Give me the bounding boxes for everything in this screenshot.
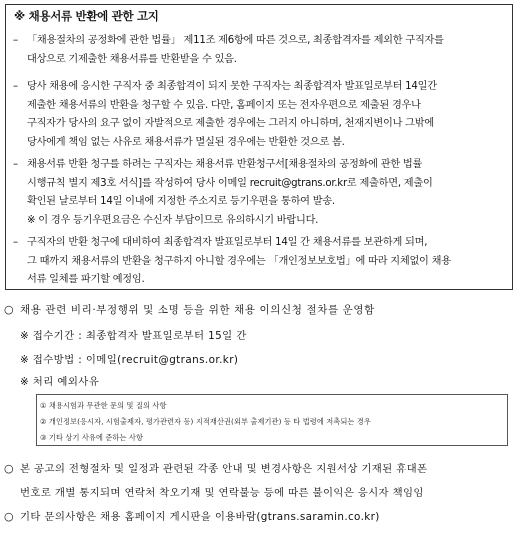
contact-notice	[20, 457, 520, 505]
notice-line: 당사에게 책임 없는 사유로 채용서류가 멸실된 경우에는 반환한 것으로 봄.	[27, 136, 345, 148]
notice-line: 그 때까지 채용서류의 반환을 청구하지 아니할 경우에는 「개인정보보호법」에 따라 지체없이 채용	[27, 255, 451, 267]
circle-bullet: ○	[4, 462, 14, 475]
notice-line: 대상으로 기제출한 채용서류를 반환받을 수 있음.	[27, 53, 237, 65]
notice-line: 채용서류 반환 청구를 하려는 구직자는 채용서류 반환청구서[채용절차의 공정화에 관한 법률	[27, 159, 423, 170]
inquiry-notice: 기타 문의사항은 채용 홈페이지 게시판을 이용바람(gtrans.saramin.co.kr)	[20, 511, 380, 523]
notice-item-1	[13, 32, 507, 69]
notice-line: 서류 일체를 파기할 예정임.	[27, 274, 145, 286]
objection-heading: 채용 관련 비리·부정행위 및 소명 등을 위한 채용 이의신청 절차를 운영함	[20, 304, 375, 316]
notice-line: 제출한 채용서류의 반환을 청구할 수 있음. 다만, 홈페이지 또는 전자우편으로 제출된 경우나	[27, 99, 421, 111]
exception-item: ③ 기타 상기 사유에 준하는 사항	[40, 433, 143, 442]
notice-line: 「채용절차의 공정화에 관한 법률」 제11조 제6항에 따른 것으로, 최종합격자를 제외한 구직자를	[27, 35, 444, 46]
exceptions-box	[36, 394, 508, 446]
notice-title: ※ 채용서류 반환에 관한 고지	[14, 9, 159, 23]
contact-line: 본 공고의 전형절차 및 일정과 관련된 각종 안내 및 변경사항은 지원서상 기재된 휴대폰	[20, 463, 428, 475]
dash-bullet: –	[13, 237, 18, 248]
circle-bullet: ○	[4, 303, 14, 316]
exception-item: ② 개인정보(응시자, 시험출제자, 평가관련자 등) 지적재산권(외부 출제기관) 등 타 법령에 저촉되는 경우	[40, 417, 371, 426]
objection-period: ※ 접수기간 : 최종합격자 발표일로부터 15일 간	[20, 330, 247, 342]
objection-exceptions-label: ※ 처리 예외사유	[20, 376, 100, 388]
notice-line: 구직자가 당사의 요구 없이 자발적으로 제출한 경우에는 그러지 아니하며, 천재지변이나 그밖에	[27, 118, 434, 130]
circle-bullet: ○	[4, 510, 14, 523]
notice-item-2	[13, 78, 507, 152]
notice-line: 당사 채용에 응시한 구직자 중 최종합격이 되지 못한 구직자는 최종합격자 발표일로부터 14일간	[27, 81, 437, 92]
notice-item-3	[13, 156, 507, 230]
objection-method: ※ 접수방법 : 이메일(recruit@gtrans.or.kr)	[20, 354, 239, 366]
dash-bullet: –	[13, 35, 18, 46]
contact-line: 번호로 개별 통지되며 연락처 착오기재 및 연락불능 등에 따른 불이익은 응시자 책임임	[20, 487, 424, 499]
dash-bullet: –	[13, 159, 18, 170]
notice-item-4	[13, 234, 507, 290]
notice-postage-note: ※ 이 경우 등기우편요금은 수신자 부담이므로 유의하시기 바랍니다.	[27, 214, 319, 226]
notice-line: 확인된 날로부터 14일 이내에 지정한 주소지로 등기우편을 통하여 발송.	[27, 196, 335, 208]
exception-item: ① 채용시험과 무관한 문의 및 질의 사항	[40, 401, 167, 410]
notice-line: 구직자의 반환 청구에 대비하여 최종합격자 발표일로부터 14일 간 채용서류를 보관하게 되며,	[27, 237, 428, 248]
notice-line: 시행규칙 별지 제3호 서식]를 작성하여 당사 이메일 recruit@gtrans.or.kr로 제출하면, 제출이	[27, 177, 433, 189]
dash-bullet: –	[13, 81, 18, 92]
